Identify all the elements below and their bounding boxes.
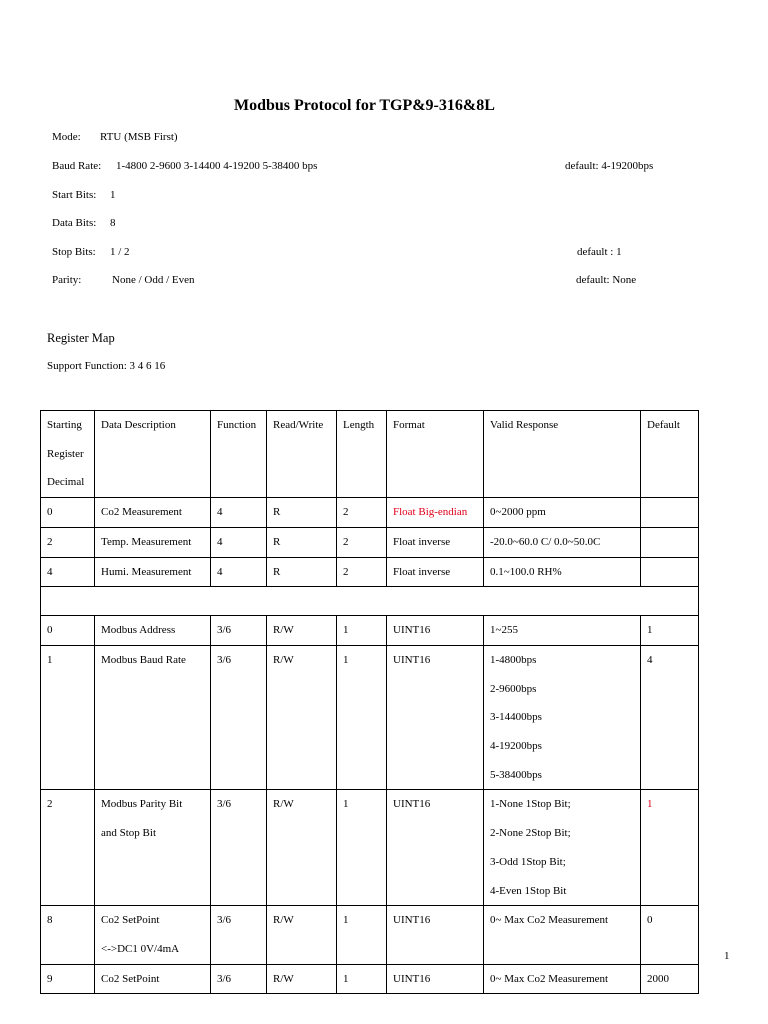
cell-text: R: [273, 535, 281, 548]
cell-length: [337, 645, 387, 790]
cell-text: 3/6: [217, 914, 232, 927]
header-text: Function: [217, 419, 257, 431]
cell-length: [337, 906, 387, 964]
table-row: [41, 645, 699, 790]
stop-bits-value: 1 / 2: [110, 246, 130, 258]
baud-value: 1-4800 2-9600 3-14400 4-19200 5-38400 bps: [116, 160, 318, 172]
cell-register: [41, 616, 95, 646]
cell-text: 4-Even 1Stop Bit: [490, 884, 567, 897]
cell-format: [387, 527, 484, 557]
cell-text: UINT16: [393, 653, 431, 666]
register-map-heading: Register Map: [47, 331, 115, 345]
table-row: [41, 964, 699, 994]
header-format: [387, 411, 484, 498]
cell-text: 1: [343, 972, 349, 985]
cell-text: 2: [47, 798, 53, 811]
header-line: Register: [47, 447, 84, 460]
cell-description: [95, 616, 211, 646]
cell-read-write: [267, 964, 337, 994]
cell-text: UINT16: [393, 624, 431, 637]
cell-text: Float inverse: [393, 535, 451, 548]
table-row: [41, 790, 699, 906]
data-bits-value: 8: [110, 217, 116, 229]
cell-text: 4: [217, 565, 223, 578]
parity-label: Parity:: [52, 274, 82, 286]
cell-text: 0~2000 ppm: [490, 506, 546, 519]
cell-read-write: [267, 557, 337, 587]
cell-text: 1-None 1Stop Bit;: [490, 798, 571, 811]
table-row: [41, 906, 699, 964]
cell-text: 8: [47, 914, 53, 927]
cell-text: <->DC1 0V/4mA: [101, 942, 180, 955]
cell-function: [211, 964, 267, 994]
cell-format: [387, 498, 484, 528]
header-text: Valid Response: [490, 419, 559, 431]
cell-text: 1-4800bps: [490, 653, 537, 666]
page-number: 1: [724, 950, 730, 962]
parity-value: None / Odd / Even: [112, 274, 195, 286]
cell-length: [337, 790, 387, 906]
table-row: [41, 616, 699, 646]
cell-length: [337, 616, 387, 646]
header-function: [211, 411, 267, 498]
cell-default: [641, 498, 699, 528]
cell-text: 0: [647, 914, 653, 927]
cell-text: 3/6: [217, 624, 232, 637]
cell-text: 2-None 2Stop Bit;: [490, 827, 571, 840]
page-title: Modbus Protocol for TGP&9-316&8L: [234, 97, 495, 114]
cell-length: [337, 964, 387, 994]
cell-default: [641, 557, 699, 587]
cell-read-write: [267, 790, 337, 906]
cell-format: [387, 964, 484, 994]
cell-text: 1: [343, 914, 349, 927]
cell-description: [95, 557, 211, 587]
header-line: Starting: [47, 419, 82, 431]
cell-text: 1: [343, 624, 349, 637]
cell-text: 4: [47, 565, 53, 578]
cell-length: [337, 557, 387, 587]
mode-label: Mode:: [52, 131, 81, 143]
table-row: [41, 557, 699, 587]
header-text: Read/Write: [273, 419, 324, 431]
cell-text: and Stop Bit: [101, 827, 157, 840]
cell-text: 5-38400bps: [490, 768, 542, 781]
cell-valid-response: [484, 616, 641, 646]
cell-valid-response: [484, 790, 641, 906]
cell-function: [211, 498, 267, 528]
cell-description: [95, 964, 211, 994]
cell-default: [641, 616, 699, 646]
mode-value: RTU (MSB First): [100, 131, 178, 143]
cell-default: [641, 527, 699, 557]
header-read-write: [267, 411, 337, 498]
cell-format: [387, 790, 484, 906]
cell-text: 0.1~100.0 RH%: [490, 565, 562, 578]
cell-read-write: [267, 906, 337, 964]
cell-read-write: [267, 498, 337, 528]
header-valid-response: [484, 411, 641, 498]
cell-valid-response: [484, 964, 641, 994]
support-functions: Support Function: 3 4 6 16: [47, 360, 166, 372]
cell-length: [337, 498, 387, 528]
cell-text: Modbus Parity Bit: [101, 798, 183, 811]
cell-text: 1~255: [490, 624, 518, 637]
cell-text: Co2 Measurement: [101, 506, 182, 519]
cell-text: -20.0~60.0 C/ 0.0~50.0C: [490, 535, 601, 548]
header-text: Length: [343, 419, 375, 431]
cell-text: R/W: [273, 653, 294, 666]
cell-register: [41, 645, 95, 790]
cell-text: Temp. Measurement: [101, 535, 192, 548]
cell-text: 2: [47, 535, 53, 548]
cell-text: Modbus Address: [101, 624, 176, 637]
cell-format: [387, 906, 484, 964]
cell-format: [387, 645, 484, 790]
cell-text: 4-19200bps: [490, 740, 542, 753]
cell-text: 3/6: [217, 653, 232, 666]
cell-text: Co2 SetPoint: [101, 972, 160, 985]
cell-function: [211, 527, 267, 557]
cell-text: 0~ Max Co2 Measurement: [490, 972, 609, 985]
cell-text: 0: [47, 506, 53, 519]
cell-text: UINT16: [393, 914, 431, 927]
cell-text: 4: [647, 653, 653, 666]
cell-default: [641, 906, 699, 964]
cell-text: 1: [47, 653, 53, 666]
cell-text: 3/6: [217, 972, 232, 985]
start-bits-label: Start Bits:: [52, 189, 97, 201]
table-separator-row: [41, 587, 699, 616]
cell-text: 3/6: [217, 798, 232, 811]
cell-read-write: [267, 616, 337, 646]
cell-register: [41, 527, 95, 557]
separator-cell: [41, 587, 699, 616]
cell-function: [211, 616, 267, 646]
cell-register: [41, 498, 95, 528]
cell-text: 0: [47, 624, 53, 637]
table-row: [41, 527, 699, 557]
cell-text: 1: [343, 653, 349, 666]
cell-function: [211, 645, 267, 790]
cell-format: [387, 557, 484, 587]
cell-text: 2000: [647, 972, 669, 985]
cell-format: [387, 616, 484, 646]
cell-description: [95, 645, 211, 790]
cell-text: R/W: [273, 624, 294, 637]
register-table: [40, 410, 699, 994]
cell-text: 3-Odd 1Stop Bit;: [490, 855, 566, 868]
cell-text: Float inverse: [393, 565, 451, 578]
cell-default: [641, 645, 699, 790]
header-default: [641, 411, 699, 498]
cell-text: 2: [343, 506, 349, 519]
stop-bits-default: default : 1: [577, 246, 622, 258]
cell-text: Co2 SetPoint: [101, 914, 160, 927]
cell-text-highlight: 1: [647, 798, 653, 811]
cell-function: [211, 790, 267, 906]
cell-valid-response: [484, 645, 641, 790]
cell-text: UINT16: [393, 798, 431, 811]
cell-text: 2: [343, 565, 349, 578]
cell-text: R/W: [273, 914, 294, 927]
cell-text: R: [273, 565, 281, 578]
cell-text: R/W: [273, 798, 294, 811]
cell-text: Modbus Baud Rate: [101, 653, 186, 666]
cell-register: [41, 557, 95, 587]
cell-description: [95, 498, 211, 528]
cell-read-write: [267, 527, 337, 557]
parity-default: default: None: [576, 274, 637, 286]
cell-text: 1: [343, 798, 349, 811]
cell-text: 0~ Max Co2 Measurement: [490, 914, 609, 927]
cell-valid-response: [484, 527, 641, 557]
data-bits-label: Data Bits:: [52, 217, 97, 229]
cell-read-write: [267, 645, 337, 790]
cell-text: 2: [343, 535, 349, 548]
baud-label: Baud Rate:: [52, 160, 102, 172]
stop-bits-label: Stop Bits:: [52, 246, 96, 258]
cell-default: [641, 964, 699, 994]
table-row: [41, 498, 699, 528]
cell-text: UINT16: [393, 972, 431, 985]
cell-default: [641, 790, 699, 906]
cell-text: 2-9600bps: [490, 682, 537, 695]
cell-register: [41, 964, 95, 994]
cell-description: [95, 527, 211, 557]
cell-text: 3-14400bps: [490, 711, 542, 724]
header-text: Format: [393, 419, 425, 431]
start-bits-value: 1: [110, 189, 116, 201]
header-line: Decimal: [47, 476, 85, 489]
cell-text-highlight: Float Big-endian: [393, 506, 468, 519]
header-starting-register: [41, 411, 95, 498]
cell-valid-response: [484, 906, 641, 964]
cell-valid-response: [484, 498, 641, 528]
cell-function: [211, 557, 267, 587]
cell-text: Humi. Measurement: [101, 565, 192, 578]
cell-register: [41, 906, 95, 964]
header-length: [337, 411, 387, 498]
cell-text: 4: [217, 535, 223, 548]
cell-valid-response: [484, 557, 641, 587]
header-text: Data Description: [101, 419, 176, 431]
cell-text: 4: [217, 506, 223, 519]
cell-text: R/W: [273, 972, 294, 985]
cell-register: [41, 790, 95, 906]
cell-length: [337, 527, 387, 557]
cell-description: [95, 906, 211, 964]
cell-text: 9: [47, 972, 53, 985]
baud-default: default: 4-19200bps: [565, 160, 654, 172]
cell-text: R: [273, 506, 281, 519]
table-header-row: [41, 411, 699, 498]
cell-function: [211, 906, 267, 964]
cell-text: 1: [647, 624, 653, 637]
cell-description: [95, 790, 211, 906]
header-text: Default: [647, 419, 680, 431]
header-data-description: [95, 411, 211, 498]
